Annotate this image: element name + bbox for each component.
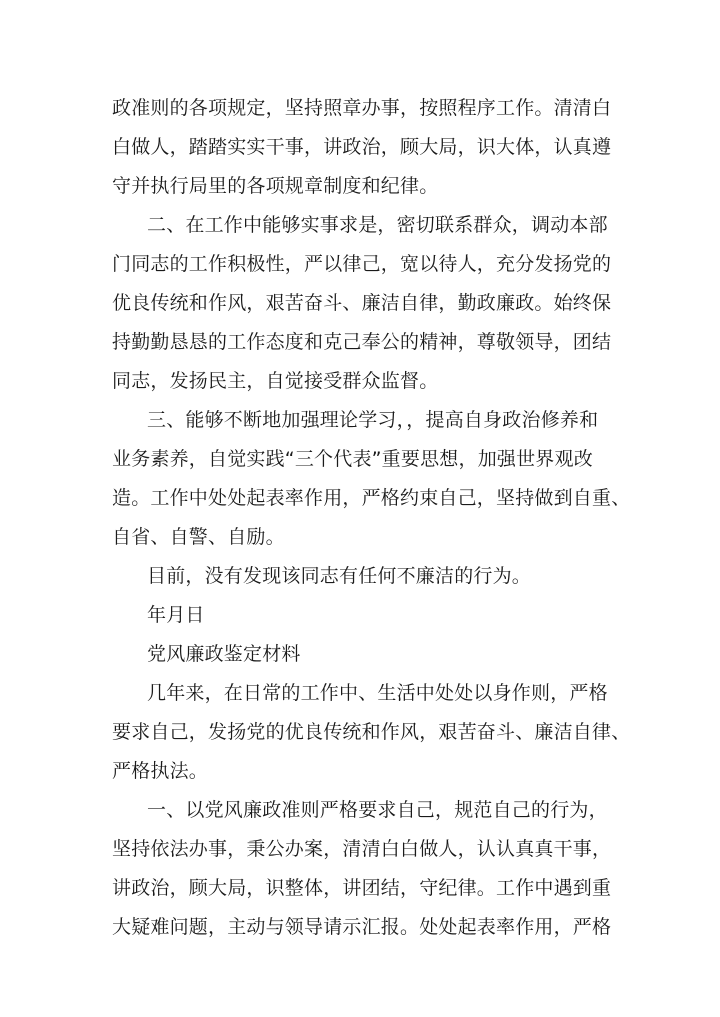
text-line: 几年来，在日常的工作中、生活中处处以身作则，严格: [147, 682, 608, 704]
text-line: 目前，没有发现该同志有任何不廉洁的行为。: [147, 565, 532, 587]
text-line: 大疑难问题，主动与领导请示汇报。处处起表率作用，严格: [112, 916, 612, 938]
text-line: 业务素养，自觉实践“三个代表”重要思想，加强世界观改: [112, 448, 593, 470]
text-line: 严格执法。: [112, 760, 209, 782]
text-line: 坚持依法办事，秉公办案，清清白白做人，认认真真干事，: [112, 838, 612, 860]
text-line: 造。工作中处处起表率作用，严格约束自己，坚持做到自重、: [112, 487, 631, 509]
text-line: 同志，发扬民主，自觉接受群众监督。: [112, 370, 439, 392]
text-line: 一、以党风廉政准则严格要求自己，规范自己的行为，: [147, 799, 608, 821]
text-line: 白做人，踏踏实实干事，讲政治，顾大局，识大体，认真遵: [112, 136, 612, 158]
text-line: 自省、自警、自励。: [112, 526, 285, 548]
date-line: 年月日: [147, 604, 205, 626]
text-line: 门同志的工作积极性，严以律己，宽以待人，充分发扬党的: [112, 253, 612, 275]
text-line: 优良传统和作风，艰苦奋斗、廉洁自律，勤政廉政。始终保: [112, 292, 612, 314]
text-line: 政准则的各项规定，坚持照章办事，按照程序工作。清清白: [112, 97, 612, 119]
text-line: 守并执行局里的各项规章制度和纪律。: [112, 175, 439, 197]
text-line: 二、在工作中能够实事求是，密切联系群众，调动本部: [147, 214, 608, 236]
text-line: 持勤勤恳恳的工作态度和克己奉公的精神，尊敬领导，团结: [112, 331, 612, 353]
section-title: 党风廉政鉴定材料: [147, 643, 301, 665]
text-line: 要求自己，发扬党的优良传统和作风，艰苦奋斗、廉洁自律、: [112, 721, 631, 743]
text-line: 三、能够不断地加强理论学习，，提高自身政治修养和: [147, 409, 599, 431]
text-line: 讲政治，顾大局，识整体，讲团结，守纪律。工作中遇到重: [112, 877, 612, 899]
